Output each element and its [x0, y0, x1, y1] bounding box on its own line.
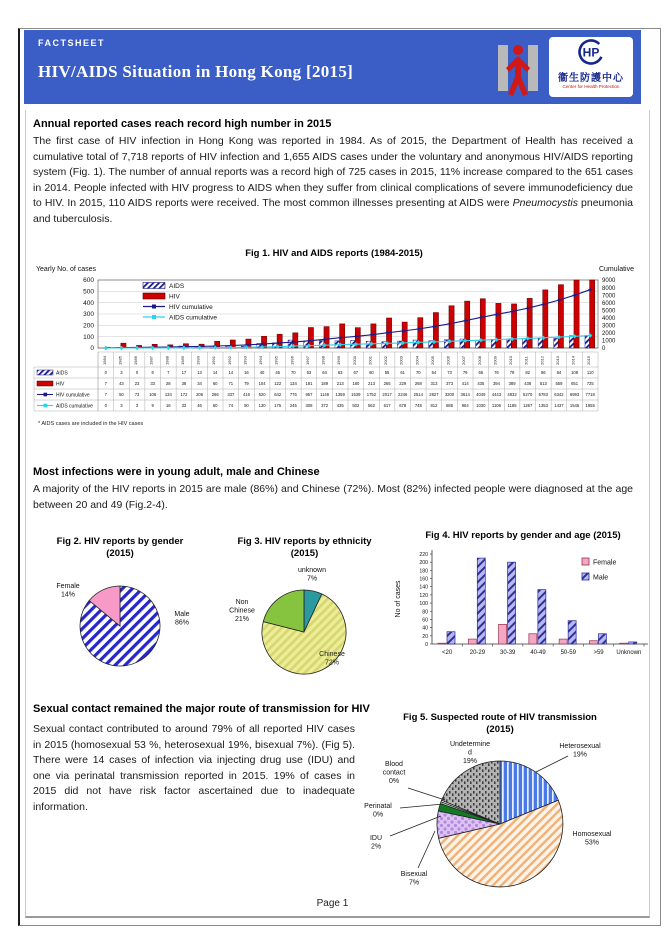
svg-text:64: 64 [431, 370, 437, 376]
svg-text:213: 213 [336, 381, 344, 387]
svg-text:104: 104 [258, 381, 266, 387]
svg-text:4049: 4049 [476, 392, 486, 398]
svg-text:34: 34 [197, 381, 202, 387]
fig5-title [352, 712, 648, 736]
fig3-block [212, 536, 397, 697]
svg-text:AIDS: AIDS [56, 370, 68, 377]
svg-text:60: 60 [212, 403, 218, 409]
chp-english-name: Center for Health Protection [562, 84, 620, 89]
svg-text:74: 74 [228, 403, 234, 409]
svg-text:4000: 4000 [602, 315, 616, 322]
svg-text:60: 60 [369, 370, 374, 376]
svg-text:3200: 3200 [444, 392, 455, 398]
svg-text:394: 394 [492, 381, 500, 387]
svg-text:6: 6 [151, 370, 154, 376]
svg-text:414: 414 [461, 381, 469, 387]
figure-title-line: Fig 5. Suspected route of HIV transmission [403, 712, 597, 723]
fig1-data-table [34, 352, 598, 411]
svg-text:76: 76 [494, 370, 499, 376]
svg-text:40-49: 40-49 [530, 650, 546, 656]
svg-text:1984: 1984 [101, 356, 107, 365]
fig5-label-bisexual: Bisexual 7% [400, 871, 428, 887]
svg-text:55: 55 [384, 370, 390, 376]
svg-text:812: 812 [430, 403, 438, 409]
svg-text:2010: 2010 [508, 356, 514, 365]
svg-text:2003: 2003 [398, 356, 404, 365]
svg-text:38: 38 [181, 381, 187, 387]
svg-text:1994: 1994 [258, 356, 264, 365]
svg-text:266: 266 [211, 392, 219, 398]
svg-text:45: 45 [275, 370, 281, 376]
svg-text:1539: 1539 [351, 392, 361, 398]
svg-text:110: 110 [586, 370, 594, 376]
svg-text:1359: 1359 [335, 392, 345, 398]
svg-text:265: 265 [383, 381, 391, 387]
svg-text:70: 70 [415, 370, 421, 376]
svg-text:725: 725 [586, 381, 594, 387]
svg-text:1985: 1985 [117, 356, 123, 365]
text-segment: Sexual contact contributed to around 79% of all reported HIV cases in 2015 (homosexual 53 %, heterosexual 19%, bisexual 7%). (Fig 5). There were 14 cases of infection via injecting drug use (IDU) and one via perinatal transmission reported in 2015. 19% of cases in 2015 did not have risk factor ascertained due to inadequate information. [33, 723, 355, 813]
svg-text:16: 16 [165, 403, 171, 409]
svg-text:2014: 2014 [570, 356, 576, 365]
svg-text:1655: 1655 [585, 403, 595, 409]
svg-text:617: 617 [383, 403, 391, 409]
fig4-bar-female-5 [589, 641, 597, 644]
svg-text:46: 46 [197, 403, 202, 409]
fig1-legend [143, 283, 217, 322]
svg-text:7718: 7718 [585, 392, 595, 398]
svg-text:642: 642 [274, 392, 282, 398]
svg-text:1146: 1146 [320, 392, 330, 398]
svg-text:651: 651 [571, 381, 579, 387]
svg-text:5270: 5270 [523, 392, 533, 398]
fig4-bar-male-5 [598, 634, 606, 644]
dh-logo-figure-body [506, 56, 530, 96]
svg-text:8000: 8000 [602, 285, 616, 292]
svg-text:23: 23 [134, 381, 140, 387]
svg-text:0: 0 [90, 345, 94, 353]
svg-text:90: 90 [244, 403, 249, 409]
text-segment: pneumonia and tuberculosis. [33, 197, 633, 225]
svg-text:40: 40 [422, 625, 428, 632]
svg-text:2005: 2005 [429, 356, 435, 365]
fig1-right-axis-label: Cumulative [598, 266, 634, 273]
svg-text:2001: 2001 [367, 356, 373, 365]
svg-text:14: 14 [228, 370, 234, 376]
svg-text:3: 3 [120, 370, 123, 376]
svg-text:1752: 1752 [366, 392, 377, 398]
svg-text:435: 435 [477, 381, 485, 387]
svg-text:500: 500 [83, 288, 94, 296]
header-band [24, 30, 641, 104]
svg-text:513: 513 [539, 381, 547, 387]
fig1-title: Fig 1. HIV and AIDS reports (1984-2015) [245, 248, 423, 259]
fig3-label-unknown: unknown 7% [297, 567, 327, 583]
heading-annual: Annual reported cases reach record high number in 2015 [33, 118, 332, 130]
svg-text:0: 0 [425, 642, 428, 648]
svg-text:2000: 2000 [602, 331, 616, 338]
svg-text:71: 71 [228, 381, 234, 387]
svg-text:2000: 2000 [351, 356, 357, 365]
svg-text:1185: 1185 [507, 403, 517, 409]
svg-text:438: 438 [524, 381, 532, 387]
svg-text:7: 7 [104, 381, 107, 387]
paragraph-transmission [33, 722, 355, 816]
svg-text:20: 20 [422, 633, 428, 640]
figure-title-line: (2015) [106, 548, 134, 559]
fig4-block [392, 530, 654, 683]
fig4-bar-male-3 [538, 590, 546, 644]
fig4-chart [392, 542, 654, 678]
fig2-block [30, 536, 210, 687]
fig4-bar-male-4 [568, 621, 576, 644]
svg-text:Female: Female [593, 559, 617, 567]
svg-text:122: 122 [274, 381, 282, 387]
fig4-ylabel: No of cases [395, 580, 402, 618]
svg-text:313: 313 [430, 381, 438, 387]
figure-title-line: Fig 3. HIV reports by ethnicity [237, 536, 372, 547]
svg-text:0: 0 [135, 370, 139, 376]
svg-text:1992: 1992 [226, 356, 232, 365]
svg-text:1990: 1990 [195, 356, 201, 365]
fig3-chart [212, 560, 395, 692]
svg-text:73: 73 [134, 392, 140, 398]
svg-text:416: 416 [242, 392, 250, 398]
svg-text:3000: 3000 [602, 323, 616, 330]
svg-text:73: 73 [447, 370, 452, 376]
svg-text:373: 373 [446, 381, 454, 387]
svg-text:213: 213 [367, 381, 375, 387]
svg-text:60: 60 [212, 381, 218, 387]
svg-text:3: 3 [135, 403, 139, 409]
svg-text:964: 964 [461, 403, 469, 409]
fig5-label-idu: IDU 2% [369, 835, 383, 851]
svg-text:<20: <20 [442, 650, 453, 656]
text-segment: The first case of HIV infection in Hong Kong was reported in 1984. As of 2015, the Department of Health has received a cumulative total of 7,718 reports of HIV infection and 1,655 AIDS cases under the voluntary and anonymous HIV/AIDS reporting system (Fig. 1). The number of annual reports was a record high of 725 cases in 2015, 11% increase compared to the 651 cases in 2014. People infected with HIV progress to AIDS when they suffer from clinical complications of severe immunodeficiency due to HIV. In 2015, 110 AIDS reports were received. The most common illnesses presenting at AIDS were [33, 135, 633, 210]
svg-text:2011: 2011 [523, 356, 529, 365]
svg-text:100: 100 [83, 333, 94, 341]
svg-text:14: 14 [212, 370, 218, 376]
svg-text:33: 33 [181, 403, 187, 409]
svg-text:17: 17 [181, 370, 187, 376]
svg-text:AIDS cumulative: AIDS cumulative [169, 314, 218, 322]
svg-text:559: 559 [555, 381, 563, 387]
chp-emblem [549, 37, 633, 67]
svg-text:1267: 1267 [523, 403, 533, 409]
fig4-bar-female-3 [529, 634, 537, 644]
svg-text:1995: 1995 [273, 356, 279, 365]
svg-text:2007: 2007 [461, 356, 467, 365]
svg-text:1986: 1986 [133, 356, 139, 365]
svg-text:106: 106 [149, 392, 157, 398]
svg-text:6000: 6000 [602, 300, 616, 307]
svg-text:130: 130 [258, 403, 266, 409]
svg-text:220: 220 [419, 552, 428, 558]
fig4-bar-female-4 [559, 639, 567, 644]
svg-text:84: 84 [556, 370, 562, 376]
svg-text:678: 678 [399, 403, 407, 409]
svg-text:86: 86 [540, 370, 546, 376]
chp-emblem-hp-text: HP [582, 45, 600, 60]
svg-text:748: 748 [414, 403, 422, 409]
svg-text:181: 181 [305, 381, 313, 387]
svg-text:229: 229 [399, 381, 407, 387]
svg-text:2004: 2004 [414, 356, 420, 365]
svg-text:2827: 2827 [429, 392, 439, 398]
svg-text:1106: 1106 [491, 403, 501, 409]
svg-text:2008: 2008 [476, 356, 482, 365]
svg-text:389: 389 [508, 381, 516, 387]
fig5-label-perinatal: Perinatal 0% [364, 803, 392, 819]
svg-text:245: 245 [289, 403, 297, 409]
svg-text:1999: 1999 [336, 356, 342, 365]
fig2-label-male: Male 86% [174, 611, 190, 627]
fig5-block [352, 712, 648, 907]
fig1-footnote: * AIDS cases are included in the HIV cases [38, 421, 144, 427]
figure-title-line: (2015) [486, 724, 514, 735]
fig4-bar-female-0 [438, 643, 446, 644]
svg-text:1000: 1000 [602, 338, 616, 345]
factsheet-eyebrow: FACTSHEET [38, 38, 106, 48]
svg-text:HIV: HIV [56, 381, 65, 388]
svg-text:1987: 1987 [148, 356, 154, 365]
svg-text:160: 160 [419, 576, 428, 583]
svg-text:AIDS: AIDS [169, 283, 185, 290]
fig5-label-homosexual: Homosexual 53% [572, 831, 612, 847]
fig4-legend [582, 558, 616, 582]
fig3-label-chinese: Chinese 72% [319, 651, 345, 667]
svg-text:2002: 2002 [383, 356, 389, 365]
fig1-block [28, 248, 640, 439]
fig4-bar-female-1 [468, 639, 476, 644]
svg-text:33: 33 [150, 381, 156, 387]
svg-text:AIDS cumulative: AIDS cumulative [56, 403, 93, 410]
svg-text:HIV: HIV [169, 293, 180, 301]
svg-text:2514: 2514 [413, 392, 423, 398]
svg-text:100: 100 [419, 601, 428, 608]
paragraph-demographics [33, 482, 633, 513]
fig4-bar-male-6 [629, 642, 637, 644]
svg-text:268: 268 [414, 381, 422, 387]
svg-text:120: 120 [419, 592, 428, 599]
svg-text:67: 67 [353, 370, 359, 376]
svg-text:2012: 2012 [539, 356, 545, 365]
fig2-chart [30, 560, 208, 682]
svg-text:6342: 6342 [554, 392, 564, 398]
svg-text:50: 50 [119, 392, 124, 398]
heading-transmission: Sexual contact remained the major route of transmission for HIV [33, 703, 370, 715]
fig5-label-blood-contact: Blood contact 0% [382, 761, 406, 785]
svg-text:60: 60 [422, 617, 428, 624]
fig4-bar-male-0 [447, 632, 455, 644]
svg-text:61: 61 [400, 370, 406, 376]
svg-text:1437: 1437 [554, 403, 564, 409]
svg-text:1996: 1996 [289, 356, 295, 365]
svg-text:300: 300 [83, 311, 94, 319]
svg-text:2006: 2006 [445, 356, 451, 365]
svg-text:2017: 2017 [382, 392, 392, 398]
svg-text:6993: 6993 [569, 392, 580, 398]
svg-text:4832: 4832 [507, 392, 517, 398]
svg-text:20-29: 20-29 [469, 650, 486, 656]
svg-text:5000: 5000 [602, 308, 616, 315]
svg-text:3614: 3614 [460, 392, 470, 398]
svg-text:7: 7 [167, 370, 170, 376]
svg-text:180: 180 [352, 381, 360, 387]
svg-text:957: 957 [305, 392, 313, 398]
svg-text:562: 562 [367, 403, 375, 409]
svg-text:0: 0 [602, 346, 606, 353]
svg-text:82: 82 [525, 370, 531, 376]
page-title: HIV/AIDS Situation in Hong Kong [2015] [38, 62, 354, 81]
svg-text:0: 0 [104, 370, 107, 376]
svg-text:172: 172 [180, 392, 188, 398]
svg-text:372: 372 [321, 403, 329, 409]
svg-text:9000: 9000 [602, 278, 616, 285]
svg-text:7: 7 [104, 392, 107, 398]
svg-text:70: 70 [290, 370, 296, 376]
svg-text:2013: 2013 [554, 356, 560, 365]
svg-text:1988: 1988 [164, 356, 170, 365]
fig5-chart [352, 736, 648, 902]
svg-text:600: 600 [83, 277, 94, 285]
svg-text:1030: 1030 [476, 403, 486, 409]
fig3-title [212, 536, 397, 560]
fig4-bar-male-2 [508, 562, 516, 644]
fig4-bar-female-2 [499, 624, 507, 644]
svg-text:200: 200 [419, 560, 428, 567]
svg-text:1997: 1997 [304, 356, 310, 365]
svg-text:134: 134 [164, 392, 172, 398]
svg-text:200: 200 [83, 322, 94, 330]
fig5-label-undetermined: Undetermine d 19% [449, 741, 491, 765]
figure-title-line: Fig 2. HIV reports by gender [56, 536, 184, 547]
svg-text:79: 79 [462, 370, 468, 376]
svg-text:40: 40 [259, 370, 265, 376]
fig4-title: Fig 4. HIV reports by gender and age (2015) [425, 530, 621, 541]
fig1-left-axis-label: Yearly No. of cases [36, 266, 97, 273]
svg-text:1993: 1993 [242, 356, 248, 365]
svg-text:79: 79 [244, 381, 249, 387]
svg-text:3: 3 [120, 403, 123, 409]
svg-text:776: 776 [289, 392, 297, 398]
svg-text:66: 66 [478, 370, 484, 376]
svg-text:1353: 1353 [538, 403, 548, 409]
svg-text:1545: 1545 [569, 403, 580, 409]
svg-text:>59: >59 [593, 650, 604, 656]
svg-text:2015: 2015 [586, 356, 592, 365]
dh-logo-figure-head [513, 45, 523, 55]
svg-text:5783: 5783 [538, 392, 548, 398]
svg-text:64: 64 [322, 370, 327, 376]
svg-text:2246: 2246 [398, 392, 408, 398]
heading-demographics: Most infections were in young adult, male and Chinese [33, 466, 320, 478]
svg-text:80: 80 [422, 609, 428, 616]
svg-text:63: 63 [337, 370, 343, 376]
figure-title-line: (2015) [290, 548, 319, 559]
svg-text:435: 435 [336, 403, 344, 409]
svg-text:140: 140 [419, 584, 428, 591]
svg-text:7000: 7000 [602, 293, 616, 300]
svg-text:HIV cumulative: HIV cumulative [169, 304, 213, 311]
text-segment: A majority of the HIV reports in 2015 are male (86%) and Chinese (72%). Most (82%) infected people were diagnosed at the age between 20 and 49 (Fig.2-4). [33, 483, 633, 511]
svg-text:175: 175 [274, 403, 282, 409]
svg-text:13: 13 [197, 370, 202, 376]
svg-text:502: 502 [352, 403, 360, 409]
fig4-bar-male-1 [477, 558, 485, 644]
svg-text:337: 337 [227, 392, 235, 398]
chp-chinese-name: 衞生防護中心 [558, 73, 624, 84]
svg-text:63: 63 [306, 370, 312, 376]
svg-text:30-39: 30-39 [500, 650, 516, 656]
fig2-title [30, 536, 210, 560]
svg-text:1991: 1991 [211, 356, 217, 365]
svg-text:Male: Male [593, 574, 609, 582]
svg-text:2009: 2009 [492, 356, 498, 365]
svg-text:134: 134 [289, 381, 297, 387]
fig3-label-non-chinese: Non Chinese 21% [229, 599, 255, 623]
svg-text:206: 206 [196, 392, 204, 398]
svg-text:0: 0 [104, 403, 107, 409]
svg-text:9: 9 [151, 403, 154, 409]
fig4-bar-female-6 [620, 643, 628, 644]
fig1-line-diamond [104, 333, 593, 350]
svg-text:885: 885 [446, 403, 454, 409]
svg-text:4443: 4443 [491, 392, 502, 398]
chp-logo [549, 37, 633, 97]
svg-text:1989: 1989 [179, 356, 185, 365]
svg-text:16: 16 [244, 370, 249, 376]
dh-logo [495, 37, 541, 97]
svg-text:400: 400 [83, 299, 94, 307]
svg-text:HIV cumulative: HIV cumulative [56, 392, 90, 399]
svg-text:308: 308 [305, 403, 313, 409]
svg-text:Unknown: Unknown [616, 650, 642, 656]
paragraph-annual [33, 134, 633, 228]
svg-text:28: 28 [165, 381, 171, 387]
fig1-chart [28, 260, 640, 434]
svg-text:108: 108 [571, 370, 579, 376]
svg-text:189: 189 [321, 381, 329, 387]
svg-text:180: 180 [419, 568, 428, 575]
svg-text:79: 79 [509, 370, 515, 376]
svg-text:1998: 1998 [320, 356, 326, 365]
svg-text:43: 43 [119, 381, 124, 387]
footer-page-number: Page 1 [316, 898, 349, 909]
text-segment: Pneumocystis [512, 197, 578, 210]
fig5-label-heterosexual: Heterosexual 19% [559, 743, 601, 759]
svg-text:520: 520 [258, 392, 266, 398]
fig2-label-female: Female 14% [56, 583, 80, 599]
svg-text:50-59: 50-59 [560, 650, 576, 656]
